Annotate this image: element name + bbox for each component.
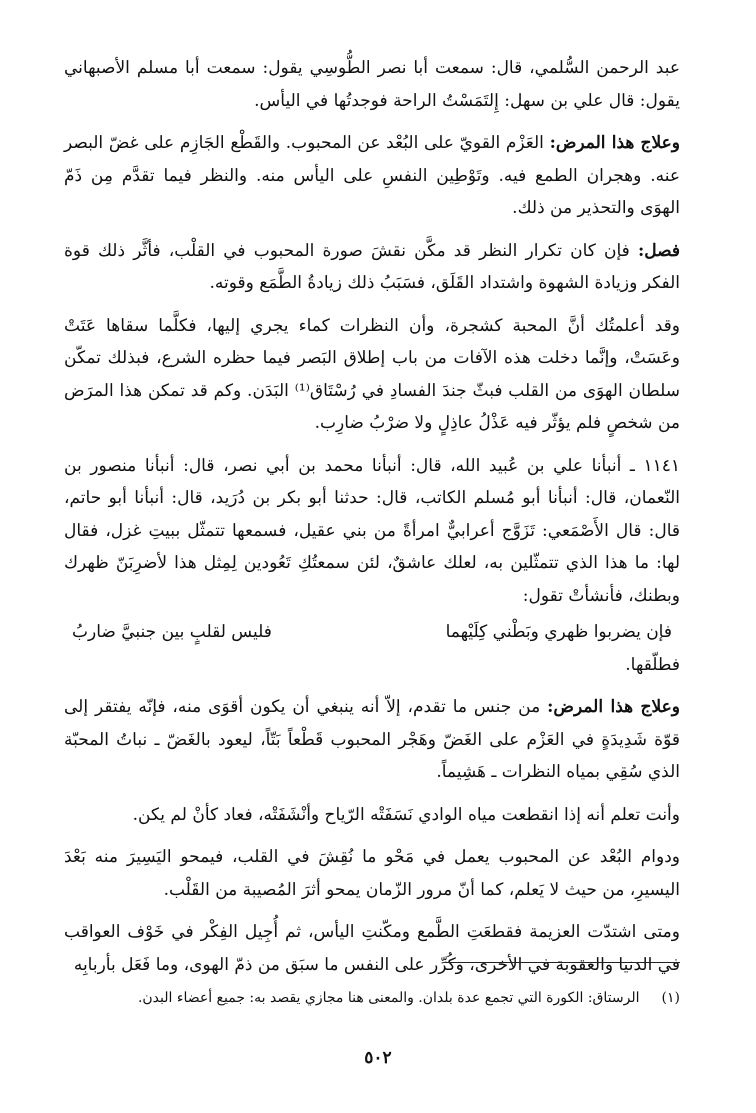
- paragraph-text: عبد الرحمن السُّلمي، قال: سمعت أبا نصر الطُّوسِي يقول: سمعت أبا مسلم الأصبهاني يقول: قال علي بن سهل: إِلتَمَسْتُ الراحة فوجدتُها في اليأس.: [64, 58, 680, 111]
- paragraph-2: [64, 127, 680, 225]
- page-number: ٥٠٢: [364, 1048, 392, 1068]
- paragraph-8: [64, 841, 680, 906]
- footnote-number: (١): [661, 990, 680, 1006]
- paragraph-5: [64, 450, 680, 613]
- paragraph-lead: وعلاج هذا المرض:: [547, 697, 681, 717]
- paragraph-text: من جنس ما تقدم، إلاّ أنه ينبغي أن يكون أقوَى منه، فإنّه يفتقر إلى قوّة شَدِيدَةٍ في العَزْم على الغَضّ وهَجْر المحبوب قَطْعاً بَتّاً، ليعود بالغَضّ ـ نباتُ المحبّة الذي سُقِي بمياه النظرات ـ هَشِيماً.: [64, 697, 680, 782]
- paragraph-6: [64, 691, 680, 789]
- verse-tail: فطلّقها.: [625, 654, 680, 675]
- footnote: [64, 987, 680, 1009]
- paragraph-lead: وعلاج هذا المرض:: [549, 133, 681, 153]
- paragraph-lead: فصل:: [637, 240, 680, 261]
- footnote-divider: [445, 962, 680, 963]
- paragraph-7: [64, 799, 680, 832]
- paragraph-1: [64, 52, 680, 117]
- verse-first-hemistich: فإن يضربوا ظهري وبَطْني كِلَيْهما: [445, 622, 672, 642]
- paragraph-text: ومتى اشتدّت العزيمة فقطعَتِ الطَّمع ومكّنتِ اليأس، ثم أُجِيل الفِكْر في خَوْف العواقب في الدنيا والعقوبة في الأخرى، وكُرِّر على النفس ما سبَق من ذمّ الهوى، وما فَعَل بأربابِه: [64, 922, 680, 975]
- verse-second-hemistich: فليس لقلبٍ بين جنبيَّ ضاربُ: [72, 622, 272, 642]
- paragraph-text: العَزْم القويّ على البُعْد عن المحبوب. والقَطْع الجَازِم على غضّ البصر عنه. وهجران الطمع فيه. وتَوْطِين النفسِ على اليأس منه. والنظر فيما تقدَّم مِن ذَمّ الهوَى والتحذير من ذلك.: [64, 133, 680, 218]
- poem-verse: [72, 616, 672, 649]
- paragraph-text: فإن كان تكرار النظر قد مكَّن نقشَ صورة المحبوب في القلْب، فأثَّر ذلك قوة الفكر وزيادة الشهوة واشتداد القَلَق، فسَبَبُ ذلك زيادةُ الطَّمَع وقوته.: [64, 240, 680, 293]
- paragraph-3: [64, 235, 680, 300]
- paragraph-text: وأنت تعلم أنه إذا انقطعت مياه الوادي نَسَفَتْه الرّياح وأنْشَفَتْه، فعاد كأنْ لم يكن.: [132, 804, 680, 825]
- paragraph-9: [64, 916, 680, 981]
- paragraph-4: [64, 310, 680, 440]
- paragraph-text: ١١٤١ ـ أنبأنا علي بن عُبيد الله، قال: أنبأنا محمد بن أبي نصر، قال: أنبأنا منصور بن النّعمان، قال: أنبأنا أبو مُسلم الكاتب، قال: حدثنا أبو بكر بن دُرَيد، قال: أنبأنا أبو حاتم، قال: قال الأَصْمَعي: تَزَوَّج أعرابيٌّ امرأةً من بني عقيل، فسمعها تتمثّل ببيتِ غزل، فقال لها: ما هذا الذي تتمثّلين به، لعلك عاشقٌ، لئن سمعتُكِ تَعُودين لِمِثل هذا لأضرِبَنّ ظهرك وبطنك، فأنشأتْ تقول:: [64, 455, 680, 606]
- paragraph-text: وقد أعلمتُك أنَّ المحبة كشجرة، وأن النظرات كماء يجري إليها، فكلَّما سقاها عَتَتْ وعَسَتْ، وإنَّما دخلت هذه الآفات من باب إطلاق البَصر فيما حظره الشرع، فبذلك تمكّن سلطان الهوَى من القلب فبثّ جندَ الفسادِ في رُسْتَاق⁽¹⁾ البَدَن. وكم قد تمكن هذا المرَض من شخصٍ فلم يؤثّر فيه عَذْلُ عاذِلٍ ولا ضرْبُ ضارِب.: [64, 315, 680, 433]
- footnote-text: الرستاق: الكورة التي تجمع عدة بلدان. والمعنى هنا مجازي يقصد به: جميع أعضاء البدن.: [137, 990, 640, 1006]
- paragraph-text: ودوام البُعْد عن المحبوب يعمل في مَحْو ما نُقِشَ في القلب، فيمحو اليَسِيرَ منه بَعْدَ اليسيرِ، من حيث لا يَعلم، كما أنّ مرور الزّمان يمحو أثرَ المُصيبة من القَلْب.: [64, 847, 680, 900]
